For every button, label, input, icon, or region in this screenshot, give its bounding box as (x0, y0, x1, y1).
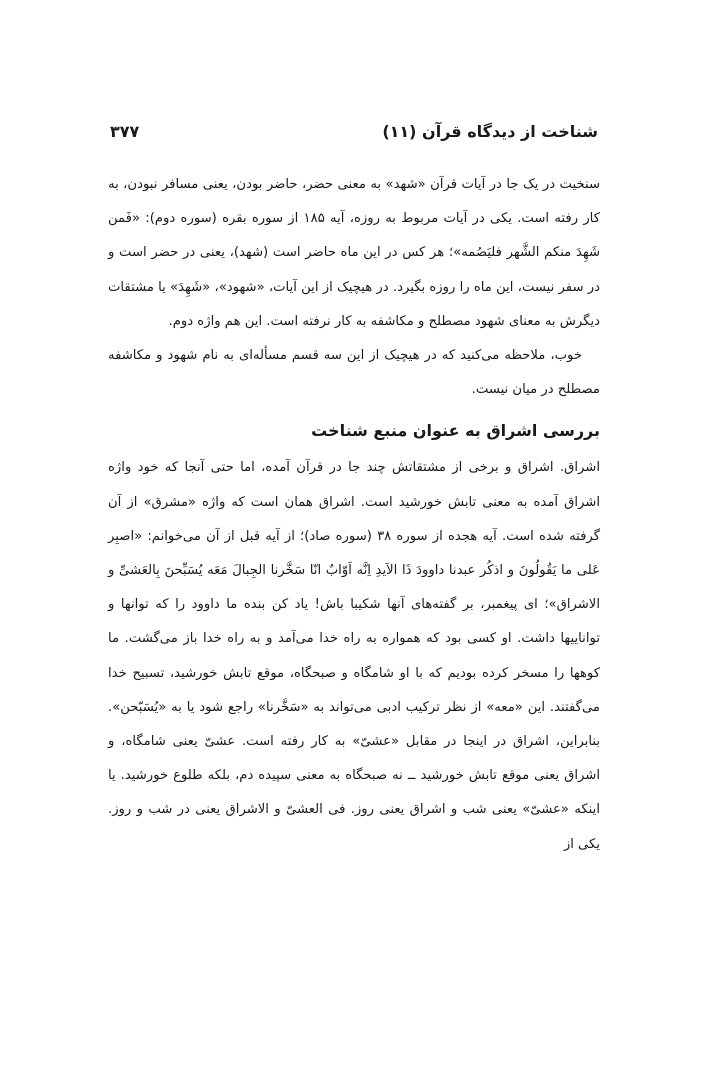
running-head-title: شناخت از دیدگاه قرآن (۱۱) (382, 121, 598, 141)
page-number: ۳۷۷ (110, 121, 140, 141)
paragraph: سنخیت در یک جا در آیات قرآن «شهد» به معنی حضر، حاضر بودن، یعنی مسافر نبودن، به کار رفته است. یکی در آیات مربوط به روزه، آیه ۱۸۵ از سوره بقره (سوره دوم): «فَمن شَهِدَ منکم الشَّهر فلیَصُمه»؛ هر کس در این ماه حاضر است (شهد)، یعنی در حضر است و در سفر نیست، این ماه را روزه بگیرد. در هیچیک از این آیات، «شهود»، «شَهِدَ» یا مشتقات دیگرش به معنای شهود مصطلح و مکاشفه به کار نرفته است. این هم واژه دوم. (108, 177, 600, 329)
paragraph: اشراق. اشراق و برخی از مشتقاتش چند جا در قرآن آمده، اما حتی آنجا که خود واژه اشراق آمده به معنی تابش خورشید است. اشراق همان است که واژه «مشرق» از آن گرفته شده است. آیه هجده از سوره ۳۸ (سوره صاد)؛ از آیه قبل از آن می‌خوانم: «اصبِر عَلی ما یَقُولُونَ و اذکُر عبدنا داوودَ ذَا الاَیدِ اِنَّه اَوّابٌ انّا سَخَّرنا الجِبالَ مَعَه یُسَبِّحنَ بِالعَشیِّ و الاشراق»؛ ای پیغمبر، بر گفته‌های آنها شکیبا باش! یاد کن بنده ما داوود را که توانها و تواناییها داشت. او کسی بود که همواره به راه خدا می‌آمد و به راه خدا باز می‌گشت. ما کوهها را مسخر کرده بودیم که با او شامگاه و صبحگاه، موقع تابش خورشید، تسبیح خدا می‌گفتند. این «معه» از نظر ترکیب ادبی می‌تواند به «سَخَّرنا» راجع شود یا به «یُسَبّحن». بنابراین، اشراق در اینجا در مقابل «عشیّ» به کار رفته است. عشیّ یعنی شامگاه، و اشراق یعنی موقع تابش خورشید ــ نه صبحگاه به معنی سپیده دم، بلکه طلوع خورشید. یا اینکه «عشیّ» یعنی شب و اشراق یعنی روز. فی العشیّ و الاشراق یعنی در شب و روز. یکی از (108, 460, 600, 852)
running-head (110, 118, 598, 144)
section-heading: بررسی اشراق به عنوان منبع شناخت (311, 421, 600, 441)
paragraph: خوب، ملاحظه می‌کنید که در هیچیک از این سه قسم مسأله‌ای به نام شهود و مکاشفه مصطلح در میان نیست. (108, 348, 600, 398)
body-text (108, 168, 600, 862)
